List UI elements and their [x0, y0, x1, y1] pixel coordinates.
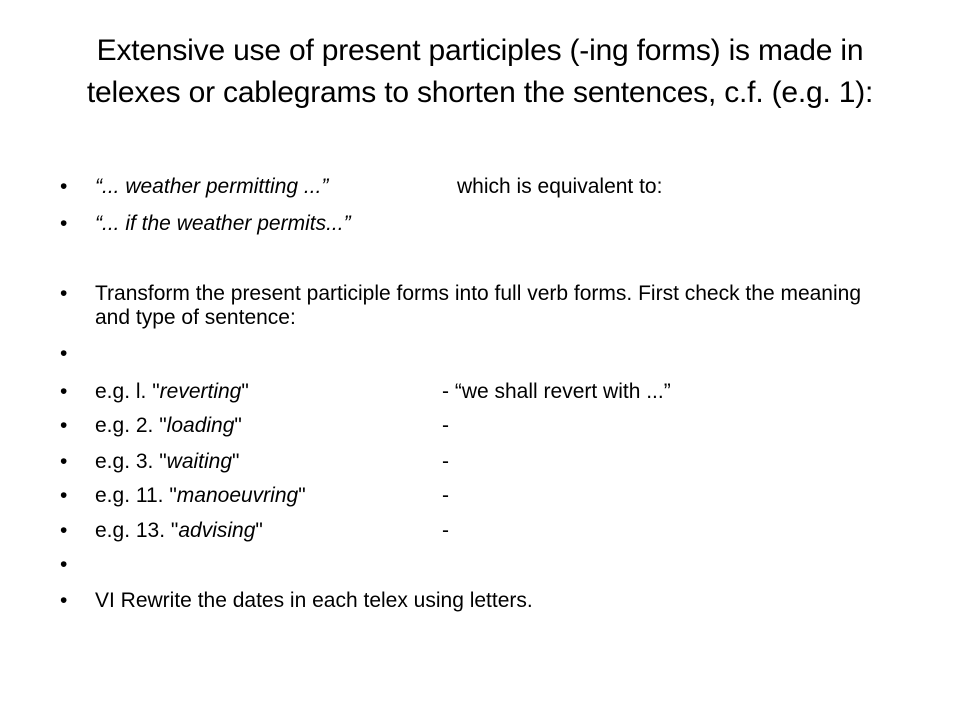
- example-text: e.g. 13. "advising": [95, 519, 263, 542]
- bullet-dot: •: [60, 589, 68, 612]
- bullet-dot: •: [60, 414, 68, 437]
- example-text: e.g. l. "reverting": [95, 380, 249, 403]
- bullet-dot: •: [60, 380, 68, 403]
- example-answer: -: [442, 519, 449, 542]
- bullet-dot: •: [60, 175, 68, 198]
- instruction-text: Transform the present participle forms into full verb forms. First check the meaning and type of sentence:: [95, 282, 862, 329]
- example-word: manoeuvring: [176, 484, 299, 507]
- bullet-text: [95, 212, 915, 236]
- example-answer: -: [442, 484, 449, 507]
- bullet-dot: •: [60, 342, 68, 365]
- example-answer: -: [442, 414, 449, 437]
- example-word: advising: [178, 519, 256, 542]
- example-text: e.g. 11. "manoeuvring": [95, 484, 306, 507]
- example-text: e.g. 2. "loading": [95, 414, 242, 437]
- bullet-dot: •: [60, 212, 68, 235]
- bullet-dot: •: [60, 484, 68, 507]
- example-word: reverting: [159, 380, 242, 403]
- example-answer: -: [442, 450, 449, 473]
- quote-weather-permitting: “... weather permitting ...”: [95, 175, 329, 198]
- example-answer: - “we shall revert with ...”: [442, 380, 671, 403]
- example-text: e.g. 3. "waiting": [95, 450, 240, 473]
- example-word: loading: [166, 414, 235, 437]
- example-word: waiting: [166, 450, 233, 473]
- bullet-dot: •: [60, 553, 68, 576]
- rewrite-dates-text: VI Rewrite the dates in each telex using letters.: [95, 589, 533, 612]
- bullet-dot: •: [60, 519, 68, 542]
- bullet-dot: •: [60, 282, 68, 305]
- bullet-dot: •: [60, 450, 68, 473]
- equivalent-text: which is equivalent to:: [457, 175, 663, 198]
- slide-title: Extensive use of present participles (-ing forms) is made in telexes or cablegrams to shorten the sentences, c.f. (e.g. 1):: [86, 34, 874, 109]
- quote-if-weather-permits: “... if the weather permits...”: [95, 212, 351, 235]
